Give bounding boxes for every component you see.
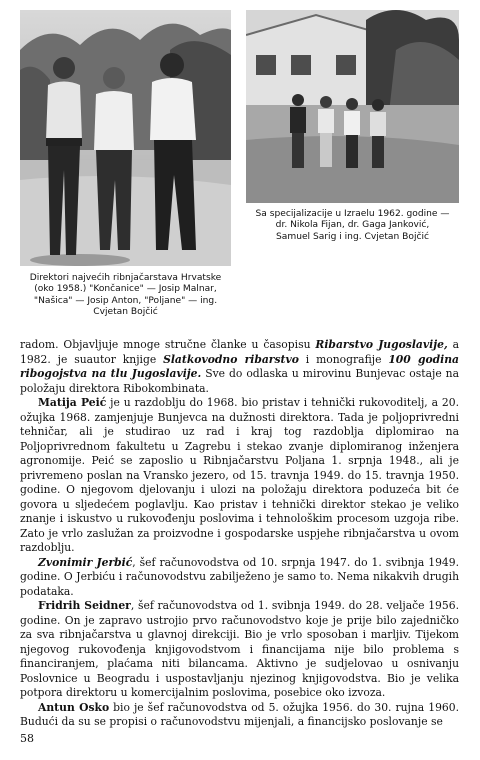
paragraph-bunjevac: radom. Objavljuje mnoge stručne članke u časopisu Ribarstvo Jugoslavije, a 1982. je suautor knjige Slatkovodno ribarstvo i monografije 100 godina ribogojstva na tlu Jugoslavije. Sve do odlaska u mirovinu Bunjevac ostaje na položaju direktora Ribokombinata. — [20, 338, 460, 395]
person-name: Zvonimir Jerbić — [38, 555, 133, 569]
person-name: Antun Osko — [38, 700, 110, 714]
book-title: Slatkovodno ribarstvo — [163, 352, 299, 366]
photo-israel-specialization — [246, 10, 459, 203]
monograph-title: 100 godina ribogojstva na tlu Jugoslavije. — [20, 352, 460, 380]
paragraph-jerbic: Zvonimir Jerbić, šef računovodstva od 10. srpnja 1947. do 1. svibnja 1949. godine. O Jerbiću i računovodstvu zabilježeno je samo to. Nema nikakvih drugih podataka. — [20, 555, 460, 598]
page-number: 58 — [20, 732, 34, 745]
caption-line: "Našica" — Josip Anton, "Poljane" — ing. — [33, 295, 218, 306]
photo-caption-directors — [20, 273, 231, 319]
caption-line: Samuel Sarig i ing. Cvjetan Bojčić — [275, 231, 429, 242]
caption-line: (oko 1958.) "Končanice" — Josip Malnar, — [34, 284, 217, 295]
paragraph-peic: Matija Peić je u razdoblju do 1968. bio pristav i tehnički rukovoditelj, a 20. ožujka 1968. zamjenjuje Bunjevca na dužnosti direktora. Tada je poljoprivredni tehničar, ali je studirao uz rad i kraj tog razdoblja diplomirao na Poljoprivrednom fakultetu u Zagrebu i stekao zvanje diplomiranog inženjera agronomije. Peić se zaposlio u Ribnjačarstvu Poljana 1. srpnja 1948., ali je privremeno poslan na Vransko jezero, od 15. travnja 1949. do 15. travnja 1950. godine. O njegovom djelovanju i ulozi na položaju direktora poduzeća bit će govora u sljedećem poglavlju. Kao pristav i tehnički direktor stekao je veliko znanje i iskustvo u rukovođenju poslovima i tehnološkim procesom uzgoja ribe. Zato je vrlo zaslužan za proizvodne i gospodarske uspjehe ribnjačarstva u ovom razdoblju. — [20, 396, 459, 554]
caption-line: dr. Nikola Fijan, dr. Gaga Janković, — [275, 220, 430, 231]
person-name: Matija Peić — [38, 396, 107, 409]
photo-fishery-directors — [20, 10, 231, 266]
caption-line: Sa specijalizacije u Izraelu 1962. godine — — [255, 209, 450, 219]
body-text — [20, 338, 459, 730]
caption-line: Cvjetan Bojčić — [93, 307, 158, 318]
caption-line: Direktori najvećih ribnjačarstava Hrvatske — [29, 273, 222, 283]
paragraph-seidner: Fridrih Seidner, šef računovodstva od 1. svibnja 1949. do 28. veljače 1956. godine. On je zapravo ustrojio prvo računovodstvo koje je prije bilo zajedničko za sva ribnjačarstva u glavnoj direkciji. Bio je vrlo sposoban i marljiv. Tijekom njegovog rukovođenja knjigovodstvom i financijama nije bilo problema s financiranjem, plaćama niti bilancama. Aktivno je sudjelovao u osnivanju Poslovnice u Beogradu i uspostavljanju njezinog knjigovodstva. Bio je velika potpora direktoru u komercijalnim poslovima, posebice oko izvoza. — [20, 599, 459, 699]
photo-caption-israel — [246, 209, 459, 243]
journal-title: Ribarstvo Jugoslavije, — [315, 338, 448, 351]
paragraph-osko: Antun Osko bio je šef računovodstva od 5. ožujka 1956. do 30. rujna 1960. Budući da su se propisi o računovodstvu mijenjali, a financijsko poslovanje se — [20, 700, 460, 728]
person-name: Fridrih Seidner — [38, 599, 131, 612]
